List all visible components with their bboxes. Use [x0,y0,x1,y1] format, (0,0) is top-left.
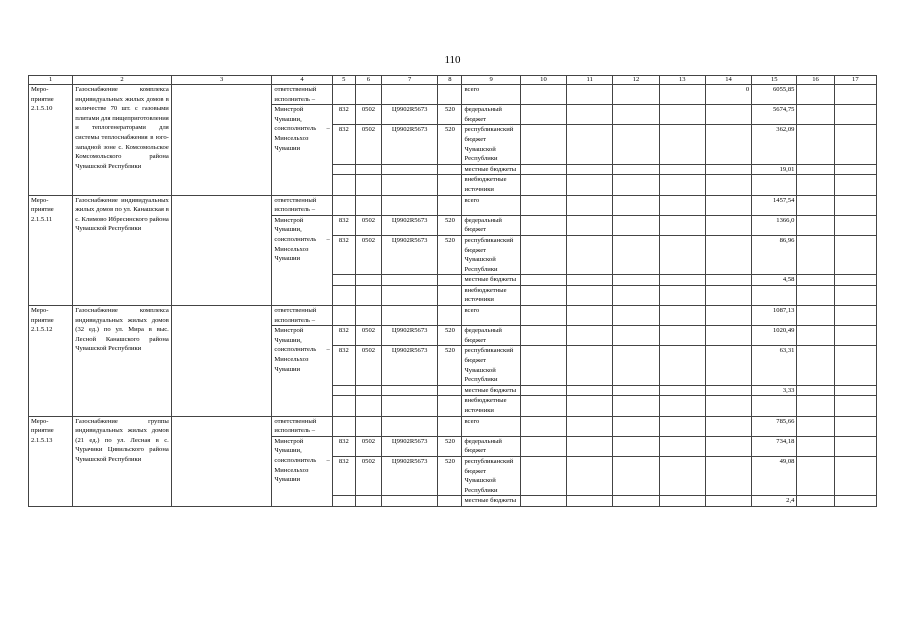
responsible-executor: ответственный исполнитель – [272,306,332,326]
column-header: 10 [520,76,566,85]
year-cell [834,416,876,436]
column-header: 13 [659,76,705,85]
responsible-executor: ответственный исполнитель – [272,85,332,105]
funding-source: внебюджетные источники [462,175,520,195]
year-cell [834,436,876,456]
year-cell [834,306,876,326]
year-cell [567,326,613,346]
year-cell: 63,31 [752,346,797,385]
code-target [382,396,438,416]
year-cell [659,164,705,175]
code-section [355,306,381,326]
year-cell [520,175,566,195]
year-cell [705,326,751,346]
column-header: 14 [705,76,751,85]
year-cell [705,235,751,274]
code-section: 0502 [355,235,381,274]
measure-label: Меро-приятие 2.1.5.11 [29,195,73,306]
year-cell: 19,01 [752,164,797,175]
year-cell [613,215,659,235]
code-target: Ц9902R5673 [382,436,438,456]
year-cell [705,346,751,385]
year-cell [659,416,705,436]
code-type: 520 [438,326,462,346]
year-cell [705,396,751,416]
year-cell [705,275,751,286]
year-cell [520,306,566,326]
code-gov: 832 [332,235,355,274]
year-cell [797,385,834,396]
year-cell: 3,33 [752,385,797,396]
code-type [438,396,462,416]
column-header: 2 [73,76,172,85]
table-row [29,195,877,215]
year-cell [659,396,705,416]
funding-source: внебюджетные источники [462,285,520,305]
empty-cell [171,306,272,417]
header-row [29,76,877,85]
year-cell [752,396,797,416]
measure-description: Газоснабжение группы индивидуальных жилых домов (21 ед.) по ул. Лесная в с. Чурачики Цивильского района Чувашской Республики [73,416,172,506]
year-cell [613,85,659,105]
code-type [438,164,462,175]
code-type: 520 [438,125,462,164]
code-section [355,195,381,215]
year-cell [659,175,705,195]
code-gov [332,416,355,436]
year-cell [797,195,834,215]
column-header: 3 [171,76,272,85]
year-cell [834,195,876,215]
year-cell [520,436,566,456]
responsible-executor: ответственный исполнитель – [272,416,332,436]
year-cell [659,326,705,346]
code-target [382,195,438,215]
column-header: 5 [332,76,355,85]
year-cell [659,85,705,105]
year-cell [520,396,566,416]
code-gov: 832 [332,436,355,456]
year-cell: 2,4 [752,496,797,507]
code-gov [332,385,355,396]
funding-source: федеральный бюджет [462,436,520,456]
code-target [382,275,438,286]
year-cell [613,235,659,274]
year-cell [834,496,876,507]
year-cell [834,385,876,396]
code-target [382,496,438,507]
year-cell [520,105,566,125]
code-target [382,175,438,195]
year-cell [705,125,751,164]
column-header: 1 [29,76,73,85]
code-section: 0502 [355,215,381,235]
code-type: 520 [438,235,462,274]
year-cell: 1087,13 [752,306,797,326]
empty-cell [171,416,272,506]
code-gov: 832 [332,346,355,385]
code-gov [332,164,355,175]
year-cell [613,346,659,385]
year-cell [520,346,566,385]
year-cell: 362,09 [752,125,797,164]
year-cell [567,385,613,396]
funding-source: федеральный бюджет [462,215,520,235]
year-cell [613,306,659,326]
year-cell [567,496,613,507]
code-type [438,195,462,215]
year-cell [834,346,876,385]
code-target [382,416,438,436]
code-type [438,496,462,507]
code-section [355,175,381,195]
code-type [438,385,462,396]
year-cell [613,164,659,175]
funding-source: внебюджетные источники [462,396,520,416]
year-cell [520,385,566,396]
year-cell [834,125,876,164]
column-header: 16 [797,76,834,85]
year-cell [567,125,613,164]
code-gov: 832 [332,215,355,235]
year-cell: 1457,54 [752,195,797,215]
table-row [29,306,877,326]
year-cell [659,436,705,456]
code-gov [332,85,355,105]
measure-label: Меро-приятие 2.1.5.10 [29,85,73,196]
year-cell [659,125,705,164]
year-cell [705,195,751,215]
year-cell [520,164,566,175]
code-section: 0502 [355,326,381,346]
empty-cell [171,85,272,196]
column-header: 15 [752,76,797,85]
code-type [438,285,462,305]
year-cell [705,456,751,495]
year-cell [797,164,834,175]
year-cell [797,496,834,507]
funding-source: всего [462,416,520,436]
co-executor: Минстрой Чувашии, соисполнитель – Минсельхоз Чувашии [272,436,332,506]
code-gov: 832 [332,105,355,125]
year-cell [567,175,613,195]
code-gov [332,195,355,215]
code-type [438,275,462,286]
year-cell [613,195,659,215]
year-cell [705,496,751,507]
funding-source: местные бюджеты [462,164,520,175]
budget-table [28,75,877,507]
year-cell [752,285,797,305]
code-target: Ц9902R5673 [382,346,438,385]
column-header: 12 [613,76,659,85]
year-cell [613,285,659,305]
co-executor: Минстрой Чувашии, соисполнитель – Минсельхоз Чувашии [272,326,332,416]
year-cell [705,175,751,195]
code-section [355,416,381,436]
year-cell [797,306,834,326]
year-cell [567,285,613,305]
co-executor: Минстрой Чувашии, соисполнитель – Минсельхоз Чувашии [272,105,332,195]
code-target: Ц9902R5673 [382,456,438,495]
year-cell [834,215,876,235]
code-target: Ц9902R5673 [382,326,438,346]
code-type [438,85,462,105]
code-target [382,85,438,105]
year-cell [520,215,566,235]
year-cell [613,105,659,125]
code-section [355,275,381,286]
column-header: 7 [382,76,438,85]
year-cell [797,125,834,164]
year-cell [797,275,834,286]
code-target [382,164,438,175]
year-cell [797,235,834,274]
code-section: 0502 [355,436,381,456]
year-cell [659,105,705,125]
year-cell [613,436,659,456]
year-cell [613,396,659,416]
table-body [29,85,877,507]
responsible-executor: ответственный исполнитель – [272,195,332,215]
code-section [355,164,381,175]
year-cell [797,456,834,495]
code-gov [332,496,355,507]
year-cell [567,215,613,235]
code-target [382,306,438,326]
year-cell [834,396,876,416]
year-cell: 1366,0 [752,215,797,235]
code-gov [332,306,355,326]
code-section: 0502 [355,125,381,164]
year-cell [834,85,876,105]
code-target [382,385,438,396]
column-header: 17 [834,76,876,85]
code-gov [332,285,355,305]
year-cell [797,85,834,105]
year-cell [797,326,834,346]
column-header: 9 [462,76,520,85]
year-cell [659,306,705,326]
year-cell [659,275,705,286]
year-cell [797,346,834,385]
year-cell [520,125,566,164]
code-type [438,416,462,436]
code-section [355,85,381,105]
year-cell [613,416,659,436]
year-cell [797,105,834,125]
year-cell [520,416,566,436]
year-cell [520,285,566,305]
year-cell [705,385,751,396]
year-cell [520,496,566,507]
code-type: 520 [438,456,462,495]
code-target: Ц9902R5673 [382,105,438,125]
funding-source: местные бюджеты [462,496,520,507]
year-cell [752,175,797,195]
code-gov: 832 [332,125,355,164]
measure-description: Газоснабжение индивидуальных жилых домов по ул. Канашская в с. Климово Ибресинского района Чувашской Республики [73,195,172,306]
year-cell [567,456,613,495]
year-cell [613,456,659,495]
code-gov: 832 [332,456,355,495]
year-cell [834,175,876,195]
year-cell [567,346,613,385]
code-section [355,396,381,416]
year-cell: 6055,85 [752,85,797,105]
year-cell [834,105,876,125]
column-header: 11 [567,76,613,85]
year-cell [613,496,659,507]
funding-source: местные бюджеты [462,275,520,286]
funding-source: республиканский бюджет Чувашской Республики [462,125,520,164]
year-cell: 0 [705,85,751,105]
code-target: Ц9902R5673 [382,235,438,274]
year-cell [834,456,876,495]
year-cell [613,326,659,346]
code-gov [332,396,355,416]
year-cell [659,195,705,215]
year-cell [659,235,705,274]
measure-label: Меро-приятие 2.1.5.13 [29,416,73,506]
year-cell: 734,18 [752,436,797,456]
year-cell [613,275,659,286]
code-section [355,496,381,507]
code-type: 520 [438,346,462,385]
empty-cell [171,195,272,306]
year-cell [567,306,613,326]
year-cell: 1020,49 [752,326,797,346]
column-header: 4 [272,76,332,85]
year-cell [613,125,659,164]
year-cell [613,385,659,396]
table-row [29,85,877,105]
year-cell [567,235,613,274]
year-cell [659,215,705,235]
code-type: 520 [438,105,462,125]
year-cell: 86,96 [752,235,797,274]
year-cell: 49,08 [752,456,797,495]
page-number: 110 [444,54,461,66]
code-gov [332,275,355,286]
year-cell: 785,66 [752,416,797,436]
funding-source: всего [462,306,520,326]
year-cell [659,385,705,396]
year-cell [567,164,613,175]
year-cell [520,85,566,105]
table-row [29,416,877,436]
year-cell [797,215,834,235]
year-cell [834,164,876,175]
measure-label: Меро-приятие 2.1.5.12 [29,306,73,417]
year-cell [705,436,751,456]
co-executor: Минстрой Чувашии, соисполнитель – Минсельхоз Чувашии [272,215,332,305]
funding-source: республиканский бюджет Чувашской Республики [462,346,520,385]
year-cell [705,285,751,305]
funding-source: республиканский бюджет Чувашской Республики [462,456,520,495]
year-cell [567,85,613,105]
year-cell [705,306,751,326]
code-type [438,306,462,326]
funding-source: всего [462,85,520,105]
year-cell [705,416,751,436]
year-cell [567,105,613,125]
funding-source: федеральный бюджет [462,326,520,346]
measure-description: Газоснабжение комплекса индивидуальных жилых домов в количестве 70 шт. с газовыми плитами для пищеприготовления и теплогенераторами для системы теплоснабжения в юго-западной зоне с. Комсомольское Комсомольского района Чувашской Республики [73,85,172,196]
code-type [438,175,462,195]
code-type: 520 [438,215,462,235]
year-cell [834,235,876,274]
year-cell: 5674,75 [752,105,797,125]
code-target [382,285,438,305]
year-cell [520,275,566,286]
code-section [355,385,381,396]
year-cell [797,175,834,195]
year-cell [659,496,705,507]
code-section: 0502 [355,346,381,385]
code-type: 520 [438,436,462,456]
column-header: 8 [438,76,462,85]
year-cell [567,436,613,456]
year-cell [834,326,876,346]
year-cell [834,285,876,305]
funding-source: местные бюджеты [462,385,520,396]
year-cell: 4,58 [752,275,797,286]
year-cell [520,195,566,215]
funding-source: республиканский бюджет Чувашской Республики [462,235,520,274]
year-cell [520,326,566,346]
year-cell [520,456,566,495]
year-cell [659,285,705,305]
year-cell [797,416,834,436]
year-cell [797,285,834,305]
code-target: Ц9902R5673 [382,125,438,164]
year-cell [659,456,705,495]
code-target: Ц9902R5673 [382,215,438,235]
year-cell [567,275,613,286]
code-section: 0502 [355,105,381,125]
year-cell [705,215,751,235]
year-cell [705,164,751,175]
code-section: 0502 [355,456,381,495]
measure-description: Газоснабжение комплекса индивидуальных жилых домов (32 ед.) по ул. Мира в выс. Лесной Канашского района Чувашской Республики [73,306,172,417]
year-cell [834,275,876,286]
column-header: 6 [355,76,381,85]
year-cell [705,105,751,125]
year-cell [567,416,613,436]
year-cell [797,396,834,416]
year-cell [520,235,566,274]
year-cell [659,346,705,385]
funding-source: федеральный бюджет [462,105,520,125]
year-cell [613,175,659,195]
funding-source: всего [462,195,520,215]
year-cell [567,195,613,215]
code-section [355,285,381,305]
year-cell [797,436,834,456]
code-gov: 832 [332,326,355,346]
code-gov [332,175,355,195]
year-cell [567,396,613,416]
